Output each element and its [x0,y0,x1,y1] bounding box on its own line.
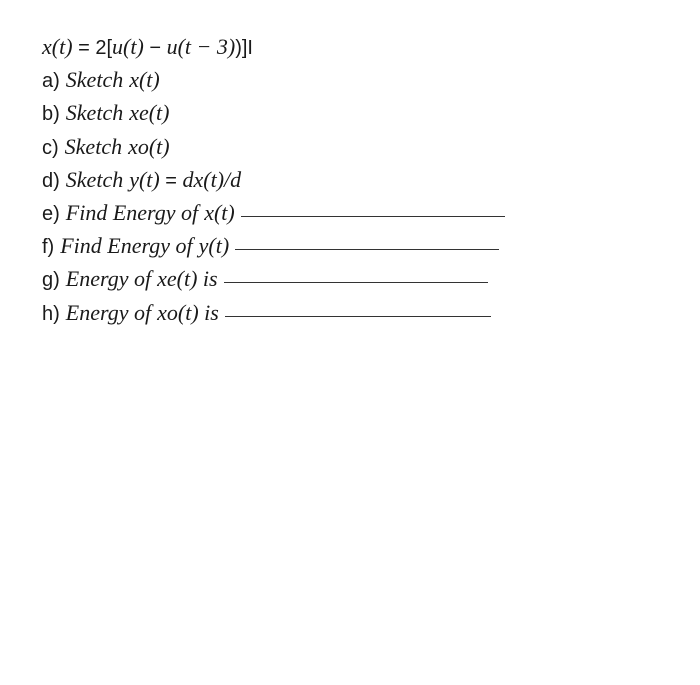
question-expression: x(t) [129,67,160,93]
minus-sign: − [143,37,167,59]
question-text: Energy of [65,299,152,325]
question-expression-lhs: y(t) [129,166,160,192]
question-expression-rhs: dx(t)/d [182,166,242,192]
question-d [42,163,505,196]
question-expression: xe(t) [129,100,170,126]
question-c [42,130,505,163]
question-expression: x(t) [204,199,235,225]
question-e [42,196,505,229]
question-label: g) [42,269,60,292]
question-g [42,262,505,295]
question-text: Energy of [65,266,152,292]
unit-step-term-2: u(t − 3) [166,34,236,59]
question-verb: Sketch [65,67,124,93]
question-label: a) [42,70,60,93]
question-b [42,96,505,129]
question-a [42,63,505,96]
problem-sheet [42,30,505,329]
question-label: c) [42,136,59,159]
answer-blank [224,281,488,283]
unit-step-term-1: u(t) [112,34,144,59]
question-verb: Sketch [65,100,124,126]
question-h [42,296,505,329]
question-verb: Sketch [64,133,123,159]
equation-prefix: 2[ [95,37,113,59]
question-label: e) [42,202,60,225]
answer-blank [225,315,491,317]
equation-lhs: x(t) [42,34,73,59]
equals-sign: = [159,169,183,192]
question-expression: xe(t) is [157,266,218,292]
question-expression: y(t) [198,233,230,259]
answer-blank [241,215,505,217]
question-text: Find Energy of [65,199,199,225]
question-label: h) [42,302,60,325]
question-expression: xo(t) is [157,299,219,325]
question-label: d) [42,169,60,192]
question-verb: Sketch [65,166,124,192]
answer-blank [235,248,499,250]
equation-suffix: )]I [235,37,253,59]
signal-definition [42,30,505,63]
question-text: Find Energy of [60,233,193,259]
question-label: f) [42,236,55,259]
question-f [42,229,505,262]
question-label: b) [42,103,60,126]
equals-sign: = [72,37,96,59]
question-expression: xo(t) [128,133,170,159]
